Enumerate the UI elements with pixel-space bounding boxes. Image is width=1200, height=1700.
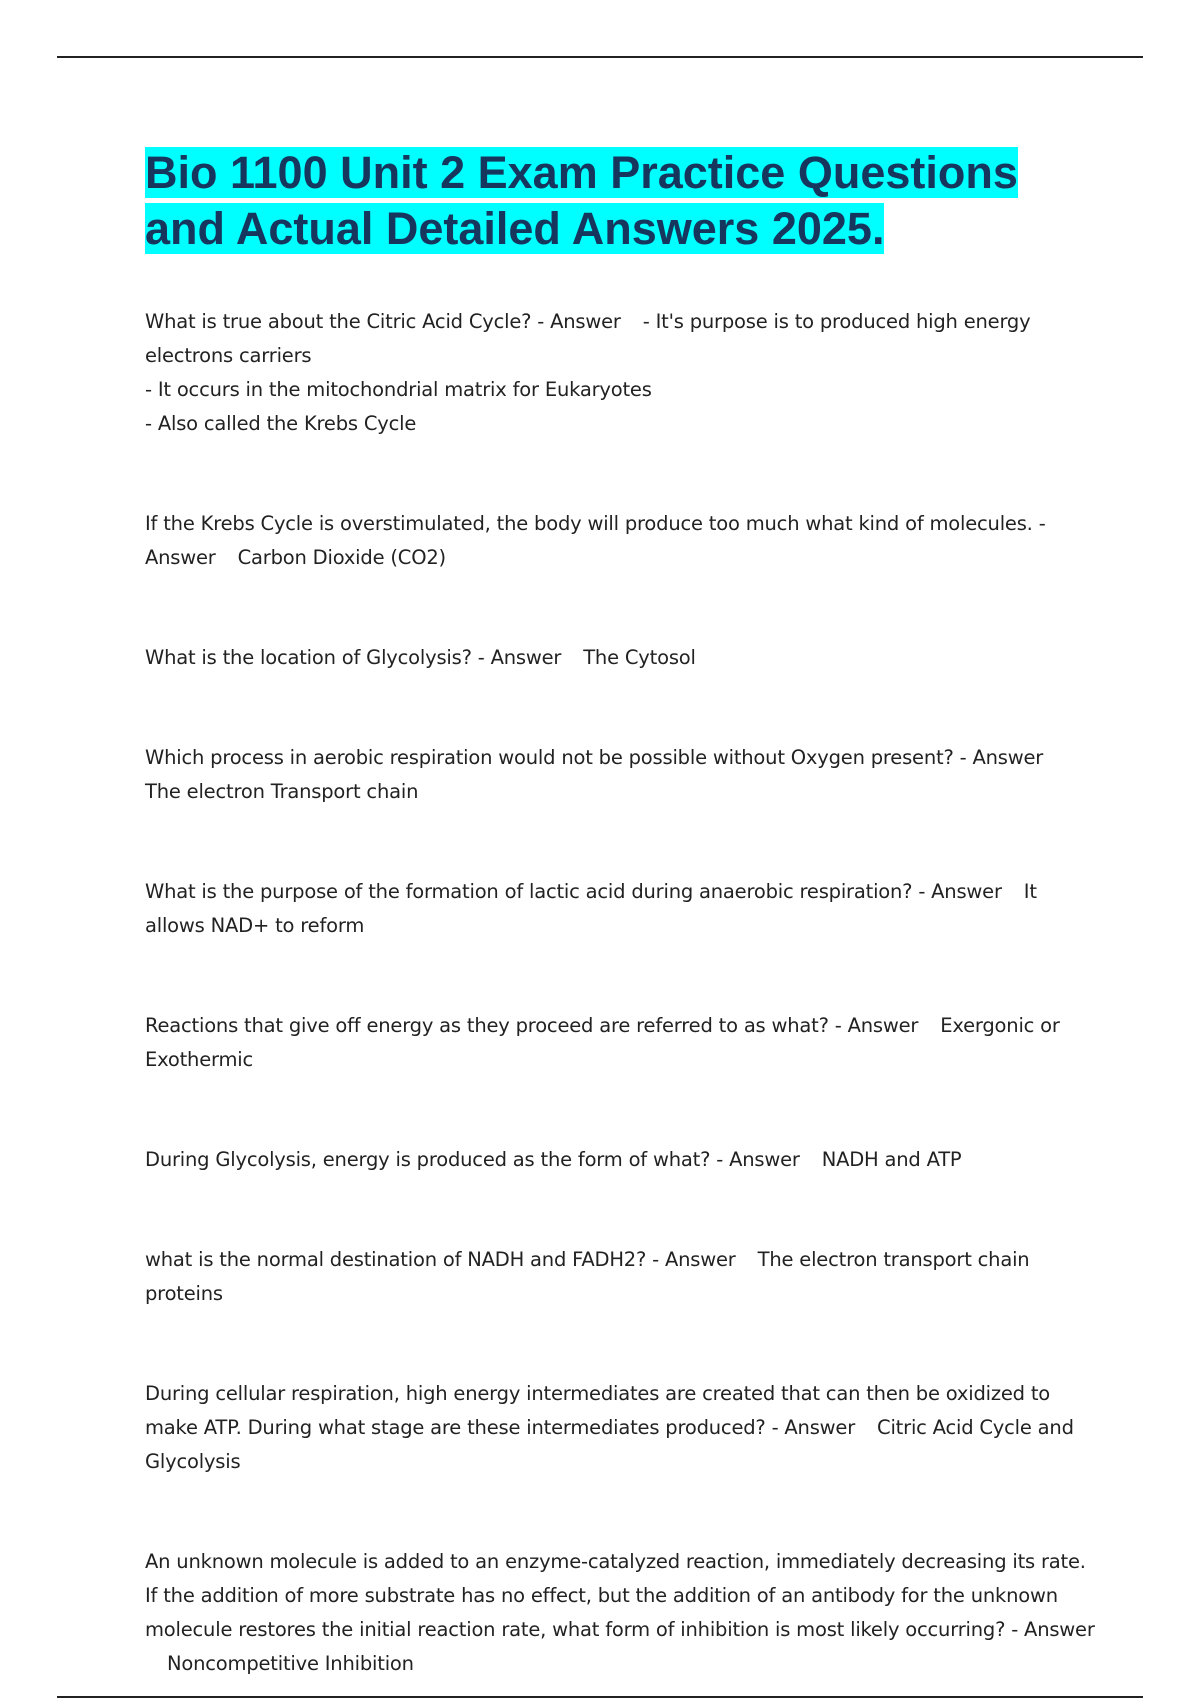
- qa-line: [145, 1009, 1095, 1077]
- qa-item: [145, 1243, 1095, 1311]
- answer-marker: - Answer: [537, 310, 621, 333]
- answer-text: Carbon Dioxide (CO2): [237, 546, 446, 569]
- qa-item: [145, 1545, 1095, 1681]
- qa-line: [145, 641, 1095, 675]
- answer-marker: - Answer: [477, 646, 562, 669]
- question-text: What is the purpose of the formation of lactic acid during anaerobic respiration?: [145, 880, 913, 903]
- qa-item: [145, 305, 1095, 441]
- answer-text: The electron transport chain proteins: [145, 1248, 1030, 1305]
- question-text: During cellular respiration, high energy intermediates are created that can then be oxidized to make ATP. During what stage are these intermediates produced?: [145, 1382, 1051, 1439]
- answer-extra-line: - It occurs in the mitochondrial matrix for Eukaryotes: [145, 378, 652, 401]
- footer-rule: [57, 1696, 1143, 1698]
- question-text: What is the location of Glycolysis?: [145, 646, 472, 669]
- qa-item: [145, 1377, 1095, 1479]
- qa-line: [145, 1377, 1095, 1479]
- question-text: Reactions that give off energy as they proceed are referred to as what?: [145, 1014, 829, 1037]
- header-rule: [57, 56, 1143, 58]
- answer-text: The Cytosol: [583, 646, 696, 669]
- qa-item: [145, 1143, 1095, 1177]
- answer-text: Citric Acid Cycle and Glycolysis: [145, 1416, 1074, 1473]
- question-text: If the Krebs Cycle is overstimulated, the body will produce too much what kind of molecules.: [145, 512, 1033, 535]
- answer-marker: - Answer: [716, 1148, 800, 1171]
- answer-marker: - Answer: [652, 1248, 736, 1271]
- answer-marker: - Answer: [959, 746, 1044, 769]
- answer-text: - It's purpose is to produced high energy electrons carriers: [145, 310, 1031, 367]
- question-text: An unknown molecule is added to an enzyme-catalyzed reaction, immediately decreasing its rate. If the addition of more substrate has no effect, but the addition of an antibody for the unknown molecule restores the initial reaction rate, what form of inhibition is most likely occurring?: [145, 1550, 1086, 1641]
- qa-list: [145, 305, 1095, 1681]
- answer-text: Exergonic or Exothermic: [145, 1014, 1060, 1071]
- answer-text: It allows NAD+ to reform: [145, 880, 1037, 937]
- answer-marker: - Answer: [1011, 1618, 1095, 1641]
- page-title: [145, 145, 1105, 257]
- question-text: What is true about the Citric Acid Cycle?: [145, 310, 532, 333]
- qa-line: [145, 1545, 1095, 1681]
- answer-text: Noncompetitive Inhibition: [167, 1652, 414, 1675]
- answer-marker: - Answer: [834, 1014, 919, 1037]
- qa-item: [145, 875, 1095, 943]
- qa-line: [145, 875, 1095, 943]
- qa-item: [145, 1009, 1095, 1077]
- qa-item: [145, 507, 1095, 575]
- qa-item: [145, 641, 1095, 675]
- answer-text: The electron Transport chain: [145, 780, 419, 803]
- qa-line: [145, 305, 1095, 373]
- qa-line: [145, 1143, 1095, 1177]
- answer-marker: - Answer: [771, 1416, 856, 1439]
- qa-item: [145, 741, 1095, 809]
- answer-extra-line: - Also called the Krebs Cycle: [145, 412, 417, 435]
- answer-marker: - Answer: [145, 512, 1046, 569]
- question-text: During Glycolysis, energy is produced as the form of what?: [145, 1148, 711, 1171]
- question-text: Which process in aerobic respiration would not be possible without Oxygen present?: [145, 746, 954, 769]
- page-title-text: Bio 1100 Unit 2 Exam Practice Questions and Actual Detailed Answers 2025.: [145, 147, 1018, 254]
- answer-text: NADH and ATP: [821, 1148, 962, 1171]
- answer-marker: - Answer: [918, 880, 1002, 903]
- qa-line: [145, 741, 1095, 809]
- qa-line: [145, 1243, 1095, 1311]
- qa-line: [145, 507, 1095, 575]
- question-text: what is the normal destination of NADH and FADH2?: [145, 1248, 647, 1271]
